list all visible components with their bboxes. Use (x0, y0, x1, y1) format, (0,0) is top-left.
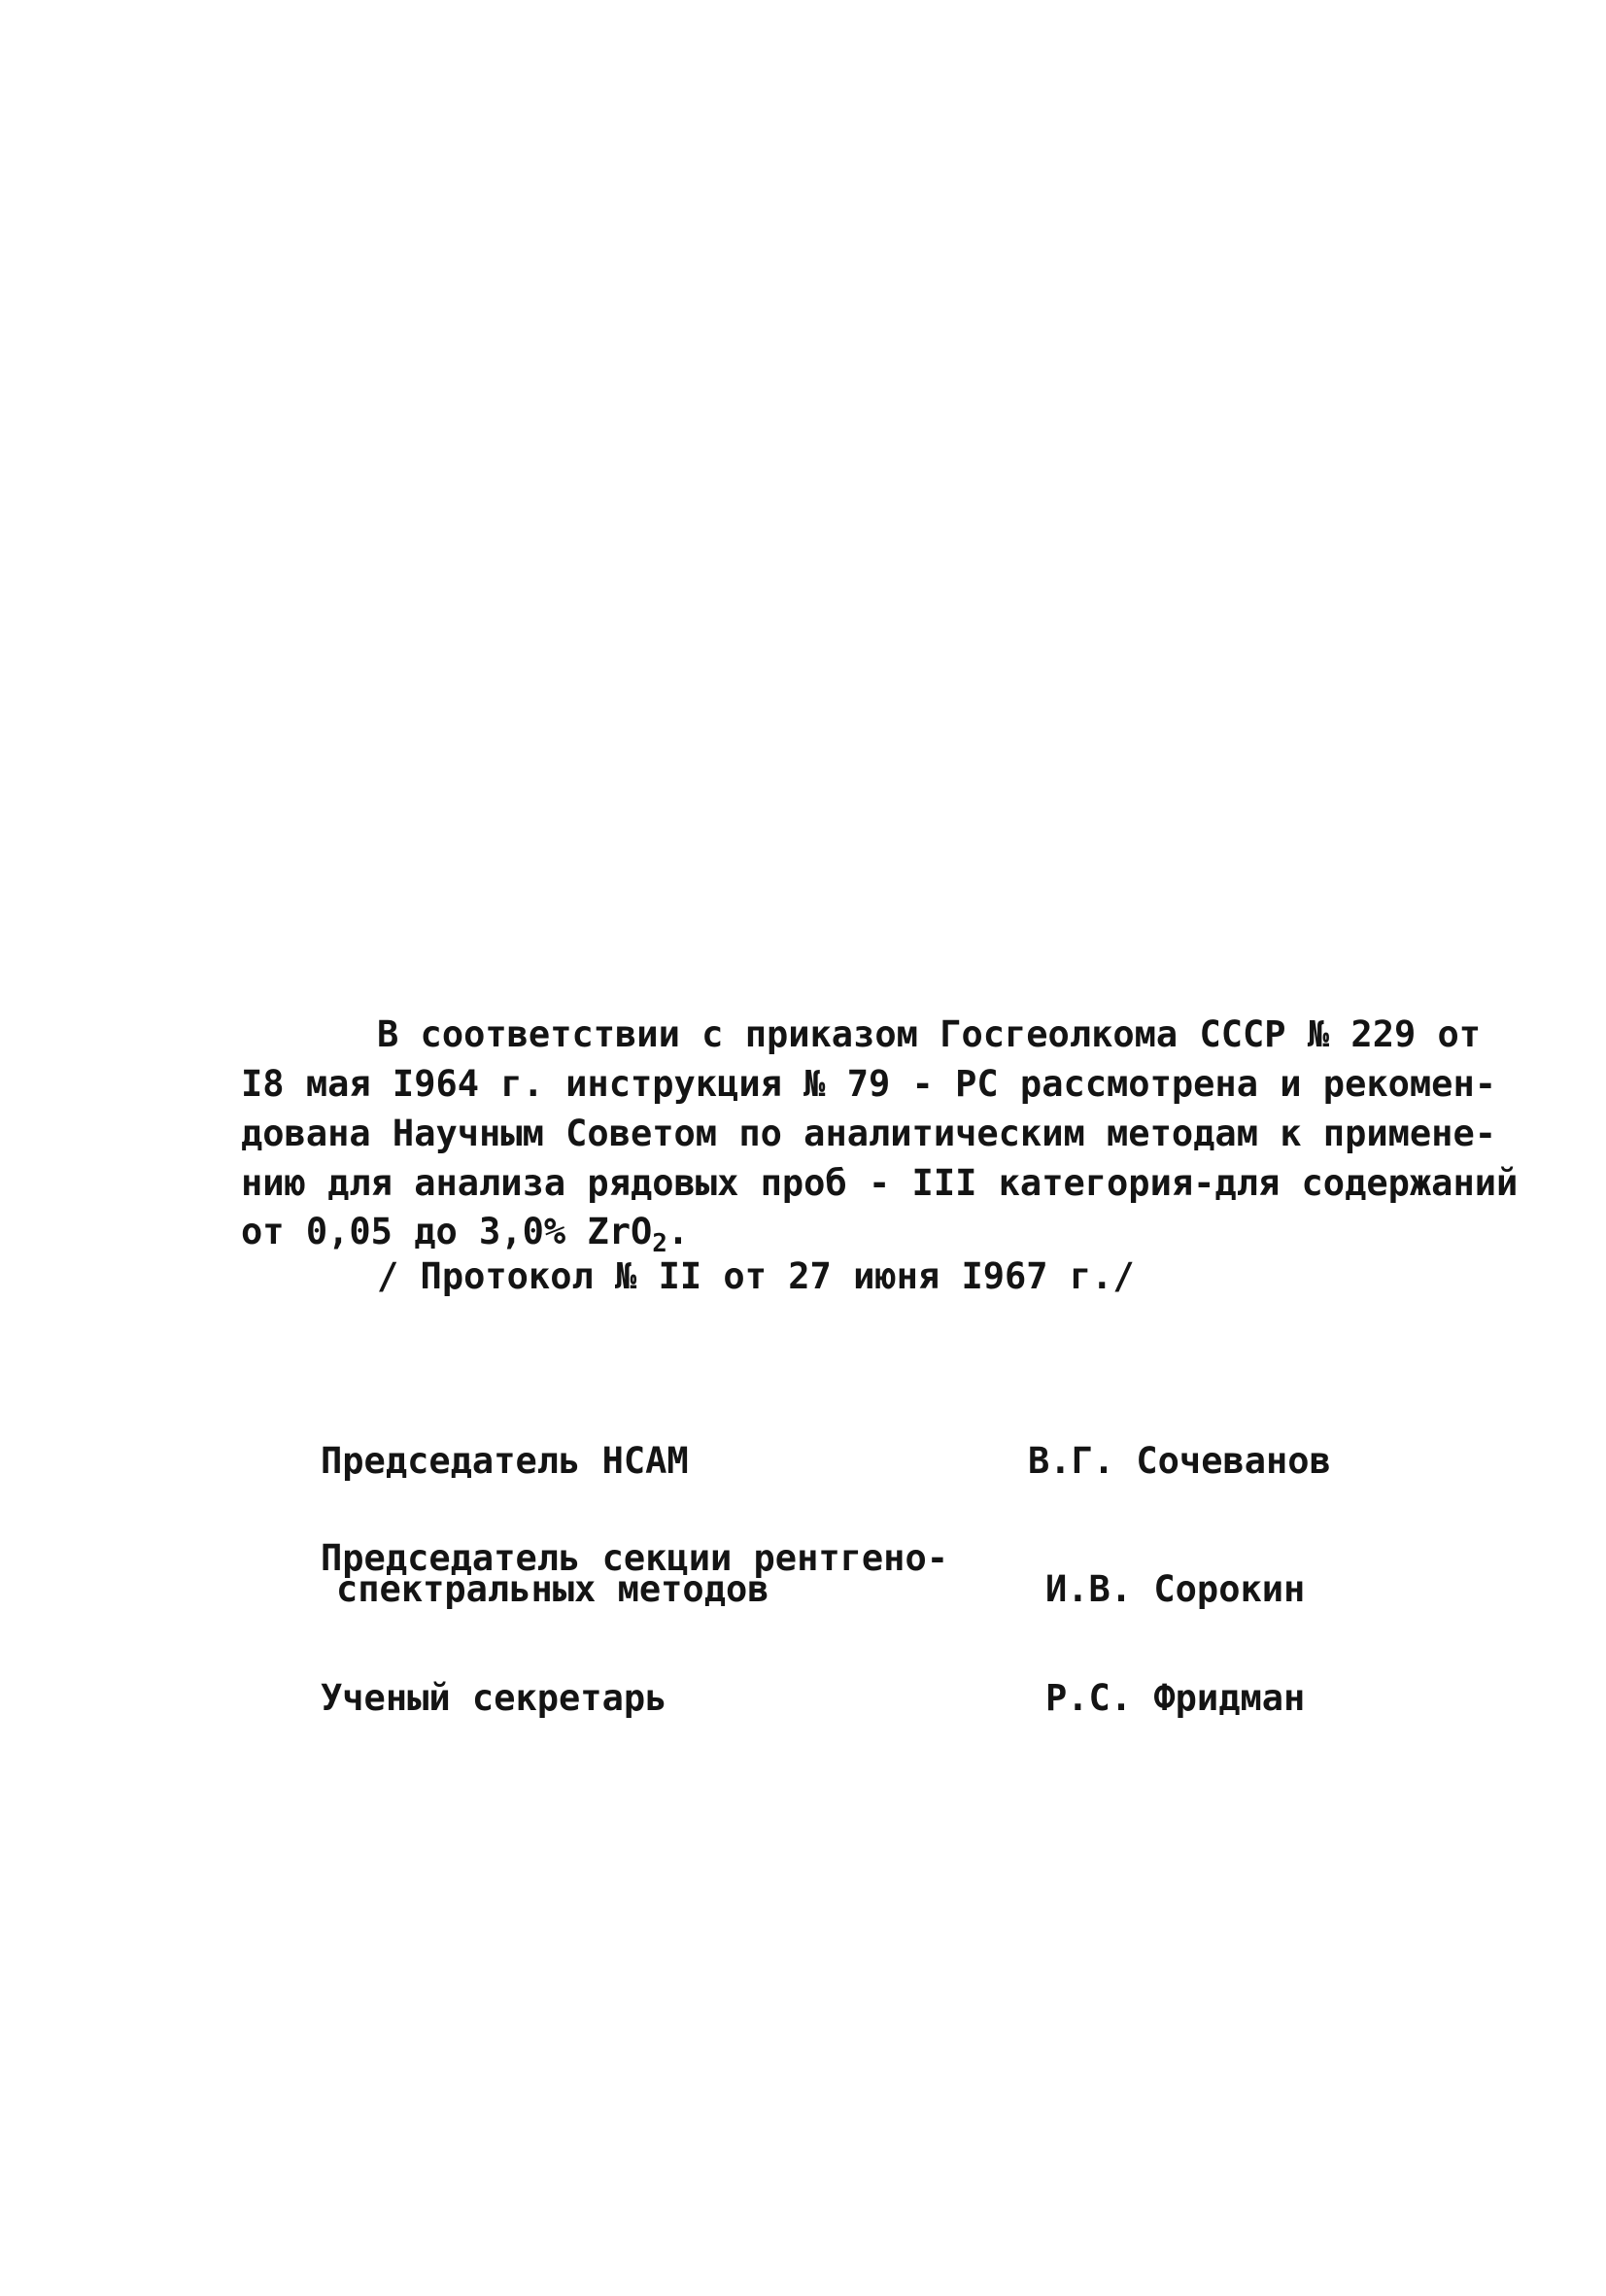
approval-line-1: В соответствии с приказом Госгеолкома СССР № 229 от (377, 1013, 1482, 1055)
signature-name-chairman: В.Г. Сочеванов (1028, 1440, 1331, 1482)
signature-title-chairman: Председатель НСАМ (321, 1440, 689, 1482)
signature-title-section-chair-1: Председатель секции рентгено- (321, 1537, 949, 1579)
signature-name-secretary: Р.С. Фридман (1045, 1677, 1306, 1719)
signature-name-section-chair: И.В. Сорокин (1045, 1568, 1306, 1610)
signature-title-section-chair-2: спектральных методов (336, 1568, 769, 1610)
formula-subscript: 2 (652, 1229, 667, 1258)
approval-line-5-text: от 0,05 до 3,0% ZrO (241, 1211, 653, 1252)
approval-line-2: I8 мая I964 г. инструкция № 79 - РС рассмотрена и рекомен- (241, 1063, 1497, 1105)
protocol-line: / Протокол № II от 27 июня I967 г./ (377, 1255, 1135, 1297)
signature-title-secretary: Ученый секретарь (321, 1677, 667, 1719)
approval-line-5-end: . (666, 1211, 690, 1252)
approval-line-4: нию для анализа рядовых проб - III категория-для содержаний (241, 1162, 1519, 1204)
approval-line-3: дована Научным Советом по аналитическим методам к примене- (241, 1113, 1497, 1154)
approval-line-5 (241, 1211, 690, 1258)
